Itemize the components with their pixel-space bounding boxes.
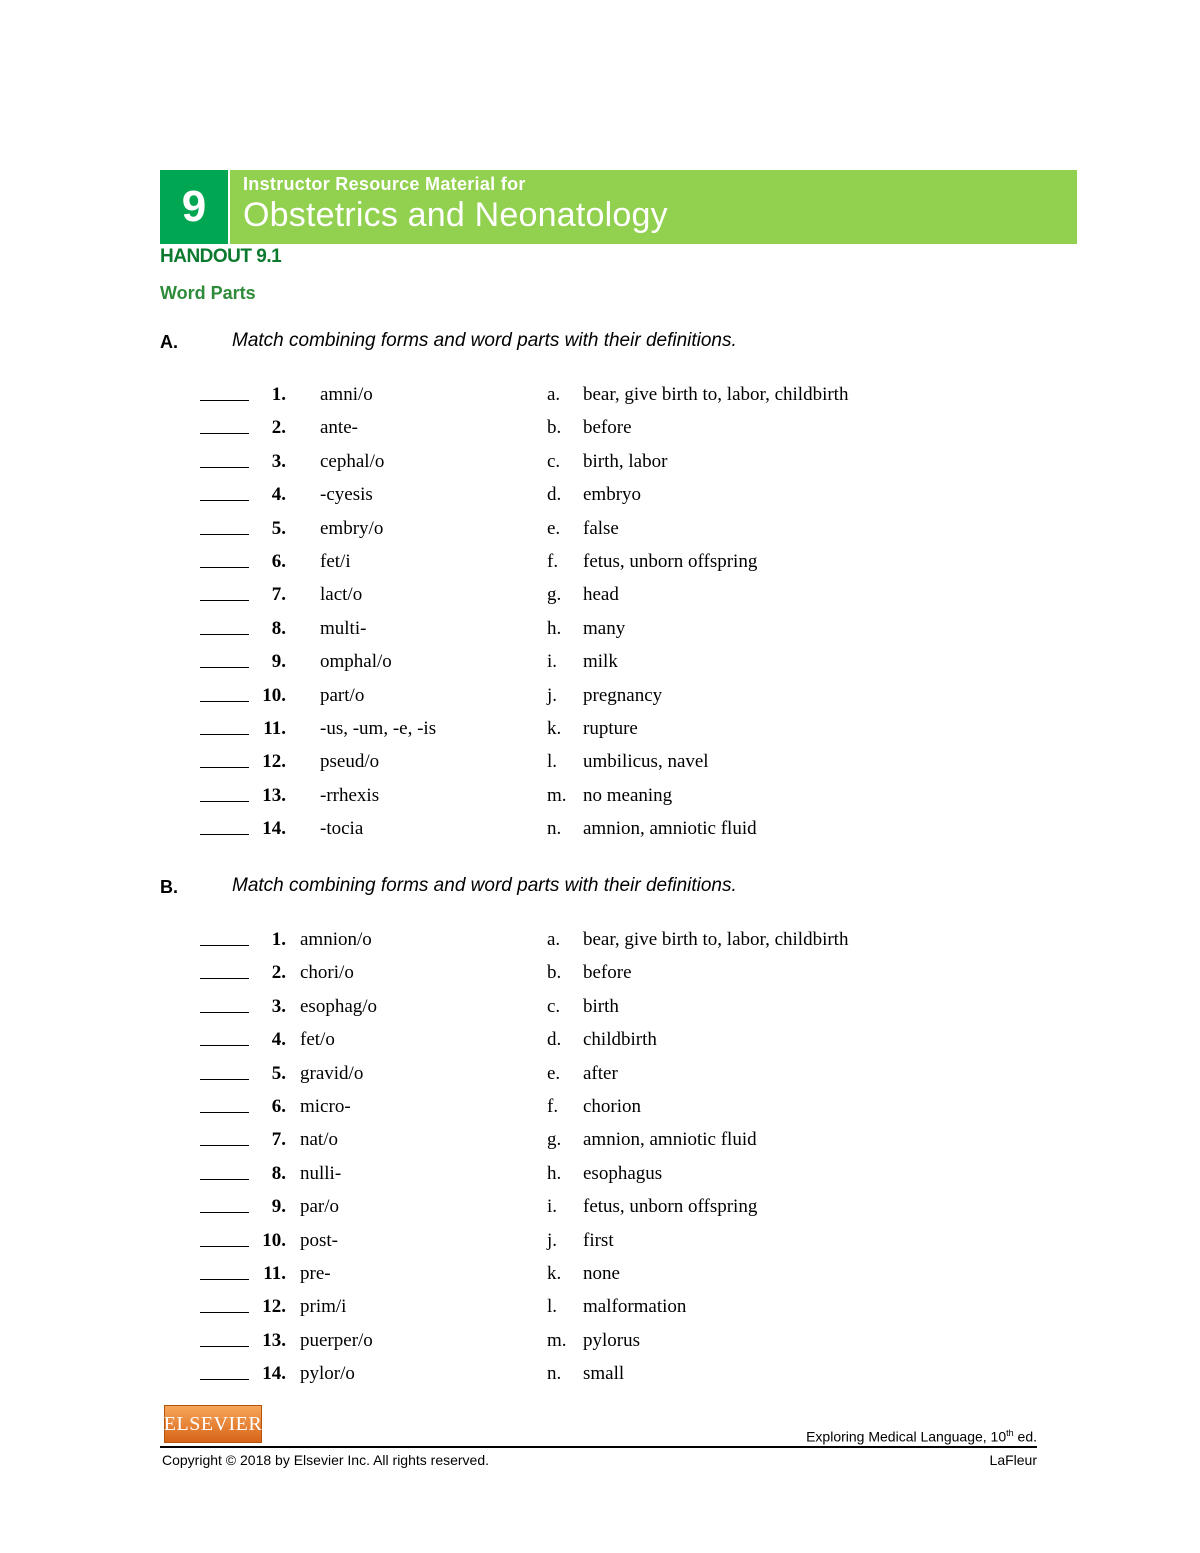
answer-blank[interactable]	[200, 701, 249, 702]
definition: amnion, amniotic fluid	[583, 1129, 757, 1151]
definition-letter: i.	[547, 651, 558, 673]
item-number: 14.	[262, 818, 286, 840]
word-part: gravid/o	[300, 1062, 364, 1084]
word-part: amnion/o	[300, 929, 372, 950]
definition: before	[583, 962, 632, 984]
answer-blank[interactable]	[200, 801, 249, 802]
item-number: 7.	[271, 1129, 286, 1151]
item-number: 12.	[262, 1296, 286, 1318]
definition: first	[583, 1229, 614, 1251]
word-part: -rrhexis	[320, 784, 380, 806]
list-item	[0, 514, 1200, 544]
answer-blank[interactable]	[200, 767, 249, 768]
list-item	[0, 992, 1200, 1022]
definition: false	[583, 517, 619, 539]
answer-blank[interactable]	[200, 1079, 249, 1080]
definition: rupture	[583, 718, 638, 739]
handout-label: HANDOUT 9.1	[160, 246, 282, 267]
word-part: embry/o	[320, 517, 384, 539]
list-item	[0, 1159, 1200, 1189]
definition-letter: m.	[547, 784, 567, 806]
definition: milk	[583, 651, 618, 673]
definition-letter: j.	[547, 1229, 558, 1251]
definition-letter: n.	[547, 818, 562, 840]
list-item	[0, 714, 1200, 744]
answer-blank[interactable]	[200, 600, 249, 601]
list-item	[0, 958, 1200, 988]
definition: birth	[583, 995, 619, 1017]
word-part: nulli-	[300, 1162, 342, 1184]
word-part: pre-	[300, 1263, 331, 1284]
list-item	[0, 1059, 1200, 1089]
header-divider	[228, 170, 230, 244]
item-number: 3.	[271, 995, 286, 1017]
book-title-suffix: ed.	[1013, 1428, 1037, 1445]
item-number: 11.	[263, 1263, 286, 1284]
definition: small	[583, 1363, 625, 1385]
answer-blank[interactable]	[200, 1312, 249, 1313]
list-item	[0, 1125, 1200, 1155]
definition: none	[583, 1263, 620, 1284]
item-number: 3.	[271, 450, 286, 472]
copyright-notice: Copyright © 2018 by Elsevier Inc. All rights reserved.	[162, 1452, 490, 1468]
definition-letter: g.	[547, 584, 562, 606]
list-item	[0, 480, 1200, 510]
answer-blank[interactable]	[200, 978, 249, 979]
definition: head	[583, 584, 619, 606]
word-part: -tocia	[320, 818, 364, 840]
definition: embryo	[583, 484, 642, 506]
definition: chorion	[583, 1096, 642, 1117]
item-number: 10.	[262, 684, 286, 706]
book-title	[806, 1428, 1037, 1445]
word-part: post-	[300, 1229, 338, 1251]
word-part: multi-	[320, 617, 367, 639]
list-item	[0, 925, 1200, 955]
item-number: 13.	[262, 784, 286, 806]
definition-letter: d.	[547, 484, 562, 506]
item-number: 2.	[271, 962, 286, 984]
answer-blank[interactable]	[200, 1179, 249, 1180]
list-item	[0, 781, 1200, 811]
definition-letter: h.	[547, 617, 562, 639]
answer-blank[interactable]	[200, 1379, 249, 1380]
definition-letter: b.	[547, 962, 562, 984]
book-title-main: Exploring Medical Language, 10	[806, 1428, 1007, 1445]
item-number: 1.	[271, 929, 286, 950]
answer-blank[interactable]	[200, 634, 249, 635]
item-number: 5.	[271, 517, 286, 539]
chapter-number: 9	[181, 182, 207, 231]
chapter-title: Obstetrics and Neonatology	[243, 196, 668, 234]
answer-blank[interactable]	[200, 1045, 249, 1046]
list-item	[0, 1259, 1200, 1289]
item-number: 11.	[263, 718, 286, 739]
word-part: omphal/o	[320, 651, 392, 673]
word-part: par/o	[300, 1196, 340, 1218]
definition-letter: a.	[547, 929, 561, 950]
footer-rule	[160, 1446, 1037, 1448]
section-a-letter: A.	[160, 332, 178, 352]
word-part: micro-	[300, 1096, 351, 1117]
list-item	[0, 647, 1200, 677]
item-number: 9.	[271, 1196, 286, 1218]
definition: after	[583, 1062, 618, 1084]
list-item	[0, 614, 1200, 644]
list-item	[0, 380, 1200, 410]
answer-blank[interactable]	[200, 1246, 249, 1247]
item-number: 10.	[262, 1229, 286, 1251]
definition-letter: a.	[547, 384, 561, 405]
definition-letter: k.	[547, 718, 562, 739]
definition: pylorus	[583, 1329, 640, 1351]
list-item	[0, 681, 1200, 711]
definition-letter: m.	[547, 1329, 567, 1351]
definition-letter: l.	[547, 751, 558, 773]
item-number: 6.	[271, 551, 286, 572]
list-item	[0, 1326, 1200, 1356]
section-a-instruction: Match combining forms and word parts with their definitions.	[232, 330, 737, 351]
definition: bear, give birth to, labor, childbirth	[583, 384, 849, 405]
list-item	[0, 1192, 1200, 1222]
word-part: puerper/o	[300, 1329, 373, 1351]
word-part: fet/o	[300, 1029, 335, 1051]
definition: esophagus	[583, 1162, 663, 1184]
definition: childbirth	[583, 1029, 657, 1051]
item-number: 2.	[271, 417, 286, 439]
definition: pregnancy	[583, 684, 663, 706]
item-number: 12.	[262, 751, 286, 773]
definition-letter: h.	[547, 1162, 562, 1184]
answer-blank[interactable]	[200, 567, 249, 568]
answer-blank[interactable]	[200, 500, 249, 501]
definition-letter: d.	[547, 1029, 562, 1051]
definition-letter: k.	[547, 1263, 562, 1284]
logo-text: ELSEVIER	[163, 1412, 263, 1435]
answer-blank[interactable]	[200, 1279, 249, 1280]
author-name: LaFleur	[989, 1452, 1037, 1468]
item-number: 13.	[262, 1329, 286, 1351]
definition: amnion, amniotic fluid	[583, 818, 757, 840]
definition-letter: b.	[547, 417, 562, 439]
chapter-number-box	[160, 170, 228, 244]
definition-letter: l.	[547, 1296, 558, 1318]
definition: birth, labor	[583, 450, 668, 472]
item-number: 14.	[262, 1363, 286, 1385]
word-part: -cyesis	[320, 484, 373, 506]
definition: umbilicus, navel	[583, 751, 709, 773]
section-b-letter: B.	[160, 877, 178, 897]
item-number: 1.	[271, 384, 286, 405]
definition: malformation	[583, 1296, 687, 1318]
item-number: 8.	[271, 617, 286, 639]
word-part: part/o	[320, 684, 365, 706]
section-heading: Word Parts	[160, 283, 256, 303]
definition-letter: e.	[547, 1062, 561, 1084]
answer-blank[interactable]	[200, 834, 249, 835]
answer-blank[interactable]	[200, 667, 249, 668]
word-part: pylor/o	[300, 1363, 355, 1385]
word-part: prim/i	[300, 1296, 347, 1318]
item-number: 8.	[271, 1162, 286, 1184]
section-b-instruction: Match combining forms and word parts with their definitions.	[232, 875, 737, 896]
word-part: fet/i	[320, 551, 351, 572]
answer-blank[interactable]	[200, 945, 249, 946]
definition-letter: n.	[547, 1363, 562, 1385]
word-part: amni/o	[320, 384, 373, 405]
definition: bear, give birth to, labor, childbirth	[583, 929, 849, 950]
definition: many	[583, 617, 626, 639]
list-item	[0, 447, 1200, 477]
definition: before	[583, 417, 632, 439]
item-number: 4.	[271, 1029, 286, 1051]
word-part: nat/o	[300, 1129, 338, 1151]
answer-blank[interactable]	[200, 1012, 249, 1013]
answer-blank[interactable]	[200, 1212, 249, 1213]
answer-blank[interactable]	[200, 734, 249, 735]
list-item	[0, 1025, 1200, 1055]
definition: fetus, unborn offspring	[583, 1196, 758, 1218]
word-part: ante-	[320, 417, 358, 439]
answer-blank[interactable]	[200, 1112, 249, 1113]
list-item	[0, 547, 1200, 577]
answer-blank[interactable]	[200, 433, 249, 434]
list-item	[0, 814, 1200, 844]
answer-blank[interactable]	[200, 1145, 249, 1146]
header-subtitle: Instructor Resource Material for	[243, 174, 526, 194]
list-item	[0, 747, 1200, 777]
definition-letter: e.	[547, 517, 561, 539]
definition-letter: j.	[547, 684, 558, 706]
word-part: chori/o	[300, 962, 354, 984]
item-number: 6.	[271, 1096, 286, 1117]
definition-letter: f.	[547, 1096, 559, 1117]
list-item	[0, 580, 1200, 610]
definition-letter: c.	[547, 450, 561, 472]
definition-letter: g.	[547, 1129, 562, 1151]
book-edition-sup: th	[1006, 1428, 1014, 1438]
elsevier-logo	[164, 1405, 262, 1443]
item-number: 7.	[271, 584, 286, 606]
answer-blank[interactable]	[200, 400, 249, 401]
list-item	[0, 1292, 1200, 1322]
list-item	[0, 1359, 1200, 1389]
word-part: -us, -um, -e, -is	[320, 718, 437, 739]
definition: fetus, unborn offspring	[583, 551, 758, 572]
word-part: cephal/o	[320, 450, 385, 472]
answer-blank[interactable]	[200, 467, 249, 468]
definition: no meaning	[583, 784, 673, 806]
list-item	[0, 1226, 1200, 1256]
answer-blank[interactable]	[200, 1346, 249, 1347]
list-item	[0, 1092, 1200, 1122]
answer-blank[interactable]	[200, 534, 249, 535]
list-item	[0, 413, 1200, 443]
definition-letter: i.	[547, 1196, 558, 1218]
item-number: 4.	[271, 484, 286, 506]
definition-letter: c.	[547, 995, 561, 1017]
item-number: 9.	[271, 651, 286, 673]
word-part: esophag/o	[300, 995, 378, 1017]
word-part: lact/o	[320, 584, 363, 606]
item-number: 5.	[271, 1062, 286, 1084]
word-part: pseud/o	[320, 751, 380, 773]
definition-letter: f.	[547, 551, 559, 572]
